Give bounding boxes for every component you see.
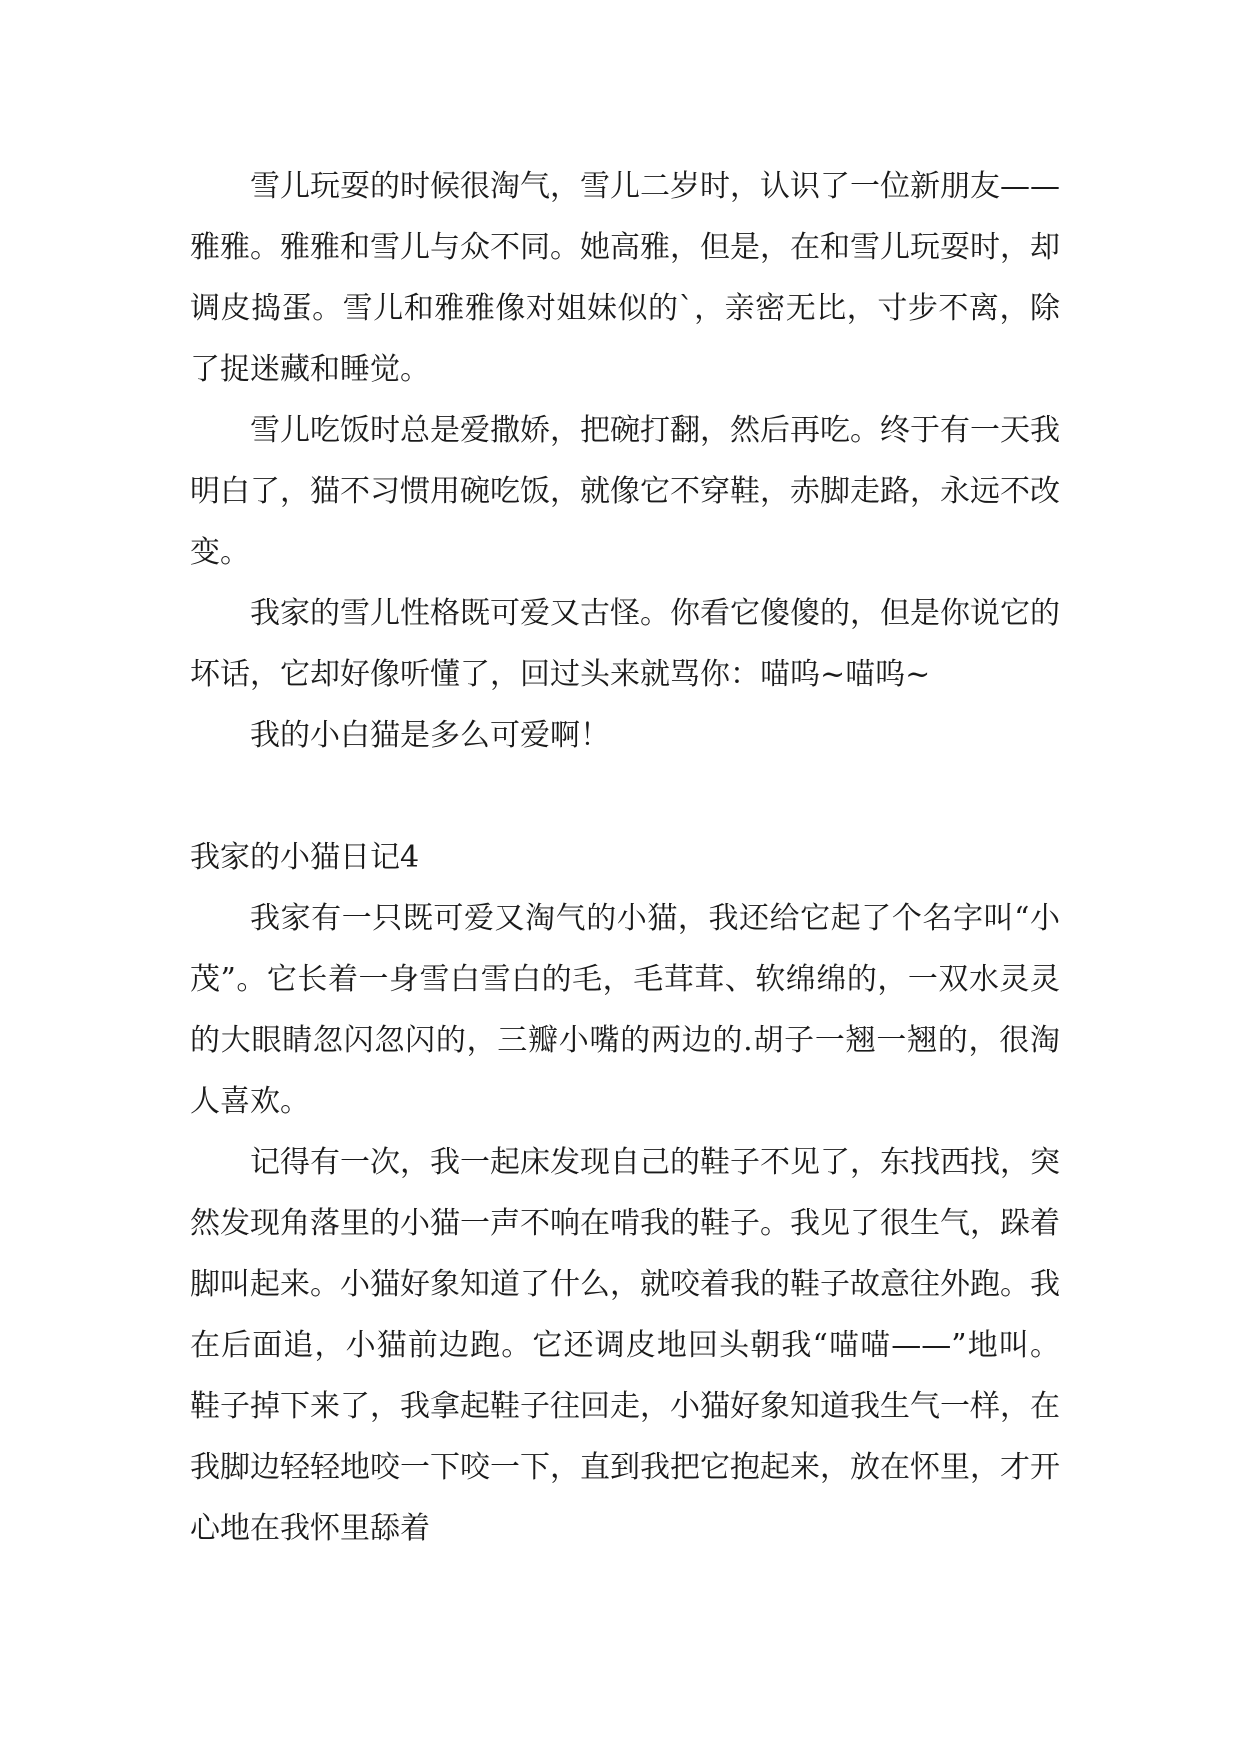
paragraph: 我的小白猫是多么可爱啊！ [250,718,610,753]
paragraph: 雪儿吃饭时总是爱撒娇，把碗打翻，然后再吃。终于有一天我明白了，猫不习惯用碗吃饭，就像它不穿鞋，赤脚走路，永远不改变。 [190,413,1060,570]
paragraph: 雪儿玩耍的时候很淘气，雪儿二岁时，认识了一位新朋友——雅雅。雅雅和雪儿与众不同。她高雅，但是，在和雪儿玩耍时，却调皮捣蛋。雪儿和雅雅像对姐妹似的`，亲密无比，寸步不离，除了捉迷藏和睡觉。 [190,169,1060,387]
document-body [190,156,1060,1559]
paragraph: 我家的雪儿性格既可爱又古怪。你看它傻傻的，但是你说它的坏话，它却好像听懂了，回过头来就骂你：喵呜~喵呜~ [190,596,1060,692]
paragraph: 我家有一只既可爱又淘气的小猫，我还给它起了个名字叫“小茂”。它长着一身雪白雪白的毛，毛茸茸、软绵绵的，一双水灵灵的大眼睛忽闪忽闪的，三瓣小嘴的两边的.胡子一翘一翘的，很淘人喜欢。 [190,901,1060,1119]
paragraph: 记得有一次，我一起床发现自己的鞋子不见了，东找西找，突然发现角落里的小猫一声不响在啃我的鞋子。我见了很生气，跺着脚叫起来。小猫好象知道了什么，就咬着我的鞋子故意往外跑。我在后面追，小猫前边跑。它还调皮地回头朝我“喵喵——”地叫。鞋子掉下来了，我拿起鞋子往回走，小猫好象知道我生气一样，在我脚边轻轻地咬一下咬一下，直到我把它抱起来，放在怀里，才开心地在我怀里舔着 [190,1145,1060,1546]
section-title: 我家的小猫日记4 [190,840,420,875]
